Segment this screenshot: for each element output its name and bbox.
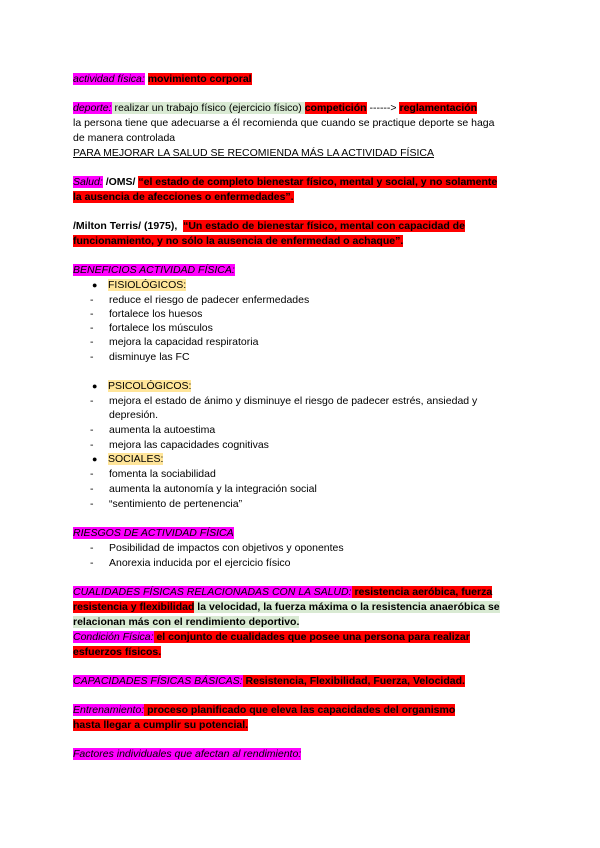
capacidades-label: CAPACIDADES FÍSICAS BÁSICAS: bbox=[73, 675, 243, 687]
bullet-icon: ● bbox=[92, 381, 98, 391]
actividad-value: movimiento corporal bbox=[147, 73, 252, 85]
list-item: “sentimiento de pertenencia” bbox=[109, 498, 243, 510]
psico-title: PSICOLÓGICOS: bbox=[108, 380, 192, 392]
social-title-line bbox=[108, 452, 163, 467]
social-title: SOCIALES: bbox=[108, 453, 164, 465]
dash-icon: - bbox=[90, 336, 94, 348]
actividad-line bbox=[73, 72, 252, 87]
terris-def-2: funcionamiento, y no sólo la ausencia de enfermedad o achaque”. bbox=[73, 235, 404, 247]
deporte-underline-text: PARA MEJORAR LA SALUD SE RECOMIENDA MÁS LA ACTIVIDAD FÍSICA bbox=[73, 147, 434, 159]
deporte-text: realizar un trabajo físico (ejercicio físico) bbox=[111, 102, 305, 114]
entrenamiento-line-2 bbox=[73, 718, 248, 733]
competicion-highlight: competición bbox=[304, 102, 367, 114]
cualidades-red-2: resistencia y flexibilidad bbox=[73, 601, 195, 613]
condicion-def-2: esfuerzos físicos. bbox=[73, 646, 162, 658]
fisio-title-line bbox=[108, 278, 186, 293]
psico-title-line bbox=[108, 379, 191, 394]
cualidades-line-2 bbox=[73, 600, 500, 615]
dash-icon: - bbox=[90, 424, 94, 436]
dash-icon: - bbox=[90, 395, 94, 407]
dash-icon: - bbox=[90, 351, 94, 363]
cualidades-red-1: resistencia aeróbica, fuerza bbox=[351, 586, 493, 598]
cualidades-green-3: relacionan más con el rendimiento deportivo. bbox=[73, 616, 300, 628]
cualidades-green-2: la velocidad, la fuerza máxima o la resistencia anaeróbica se bbox=[194, 601, 500, 613]
deporte-arrow: ------> bbox=[366, 102, 400, 114]
list-item: fomenta la sociabilidad bbox=[109, 468, 216, 480]
list-item: reduce el riesgo de padecer enfermedades bbox=[109, 294, 310, 306]
deporte-line bbox=[73, 101, 477, 116]
capacidades-value: Resistencia, Flexibilidad, Fuerza, Velocidad. bbox=[242, 675, 465, 687]
dash-icon: - bbox=[90, 498, 94, 510]
list-item: fortalece los huesos bbox=[109, 308, 203, 320]
dash-icon: - bbox=[90, 557, 94, 569]
dash-icon: - bbox=[90, 439, 94, 451]
actividad-label: actividad física: bbox=[73, 73, 145, 85]
terris-line-2 bbox=[73, 234, 403, 249]
deporte-text-3: de manera controlada bbox=[73, 132, 176, 144]
bullet-icon: ● bbox=[92, 454, 98, 464]
reglamentacion-highlight: reglamentación bbox=[399, 102, 478, 114]
cualidades-label: CUALIDADES FÍSICAS RELACIONADAS CON LA SALUD: bbox=[73, 586, 352, 598]
riesgos-title: RIESGOS DE ACTIVIDAD FÍSICA bbox=[73, 527, 234, 539]
riesgos-title-line bbox=[73, 526, 234, 541]
dash-icon: - bbox=[90, 294, 94, 306]
list-item: aumenta la autoestima bbox=[109, 424, 216, 436]
entrenamiento-line bbox=[73, 703, 455, 718]
dash-icon: - bbox=[90, 308, 94, 320]
list-item-cont: depresión. bbox=[109, 409, 159, 421]
deporte-text-2: la persona tiene que adecuarse a él recomienda que cuando se practique deporte se haga bbox=[73, 117, 495, 129]
bullet-icon: ● bbox=[92, 280, 98, 290]
deporte-line-2 bbox=[73, 116, 494, 131]
list-item: Anorexia inducida por el ejercicio físico bbox=[109, 557, 291, 569]
dash-icon: - bbox=[90, 542, 94, 554]
salud-line bbox=[73, 175, 497, 190]
factores-line bbox=[73, 747, 301, 762]
salud-label: Salud: bbox=[73, 176, 103, 188]
list-item: fortalece los músculos bbox=[109, 322, 213, 334]
terris-def-1: “Un estado de bienestar físico, mental con capacidad de bbox=[183, 220, 465, 232]
salud-def-2: la ausencia de afecciones o enfermedades”. bbox=[73, 191, 294, 203]
deporte-label: deporte: bbox=[73, 102, 112, 114]
dash-icon: - bbox=[90, 322, 94, 334]
terris-author: /Milton Terris/ (1975), bbox=[73, 220, 178, 232]
condicion-line-2 bbox=[73, 645, 161, 660]
entrenamiento-def-2: hasta llegar a cumplir su potencial. bbox=[73, 719, 249, 731]
list-item: disminuye las FC bbox=[109, 351, 190, 363]
condicion-def-1: el conjunto de cualidades que posee una persona para realizar bbox=[153, 631, 470, 643]
salud-line-2 bbox=[73, 190, 294, 205]
entrenamiento-label: Entrenamiento: bbox=[73, 704, 145, 716]
beneficios-title: BENEFICIOS ACTIVIDAD FÍSICA: bbox=[73, 264, 235, 276]
deporte-line-4 bbox=[73, 146, 434, 161]
condicion-label: Condición Física: bbox=[73, 631, 154, 643]
capacidades-line bbox=[73, 674, 465, 689]
entrenamiento-def-1: proceso planificado que eleva las capacidades del organismo bbox=[144, 704, 456, 716]
dash-icon: - bbox=[90, 468, 94, 480]
list-item: mejora las capacidades cognitivas bbox=[109, 439, 269, 451]
dash-icon: - bbox=[90, 483, 94, 495]
list-item: mejora la capacidad respiratoria bbox=[109, 336, 259, 348]
terris-line bbox=[73, 219, 465, 234]
list-item: mejora el estado de ánimo y disminuye el riesgo de padecer estrés, ansiedad y bbox=[109, 395, 478, 407]
salud-def-1: “el estado de completo bienestar físico, mental y social, y no solamente bbox=[138, 176, 498, 188]
fisio-title: FISIOLÓGICOS: bbox=[108, 279, 187, 291]
cualidades-line-3 bbox=[73, 615, 299, 630]
salud-oms: /OMS/ bbox=[102, 176, 139, 188]
factores-label: Factores individuales que afectan al rendimiento: bbox=[73, 748, 302, 760]
condicion-line bbox=[73, 630, 470, 645]
list-item: aumenta la autonomía y la integración social bbox=[109, 483, 317, 495]
beneficios-title-line bbox=[73, 263, 235, 278]
list-item: Posibilidad de impactos con objetivos y oponentes bbox=[109, 542, 344, 554]
cualidades-line bbox=[73, 585, 492, 600]
deporte-line-3 bbox=[73, 131, 175, 146]
